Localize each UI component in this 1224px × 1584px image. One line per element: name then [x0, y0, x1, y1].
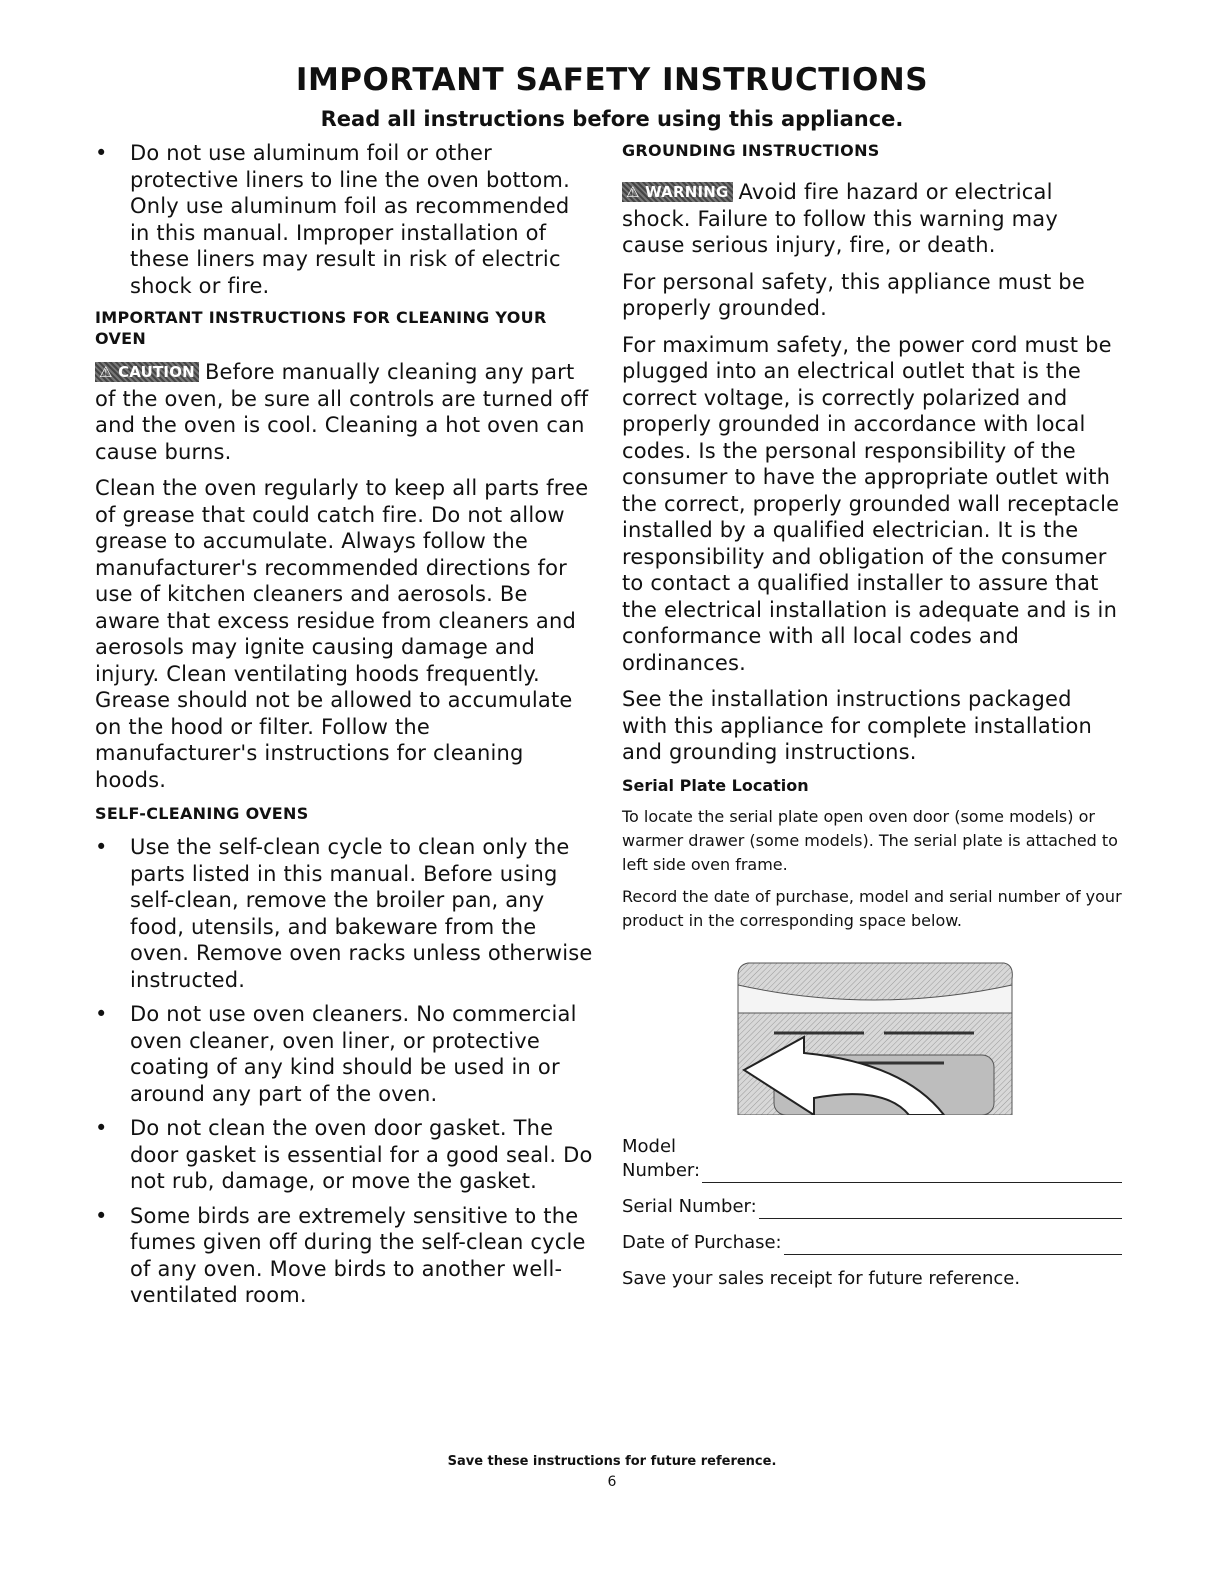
self-clean-heading: SELF-CLEANING OVENS	[95, 804, 309, 823]
date-of-purchase-field[interactable]	[622, 1231, 1122, 1255]
bullet-icon: •	[95, 1203, 108, 1228]
serial-number-label: Serial Number:	[622, 1195, 757, 1217]
date-of-purchase-label: Date of Purchase:	[622, 1231, 782, 1253]
warning-paragraph	[622, 179, 1122, 259]
oven-illustration-icon	[734, 955, 1014, 1115]
grounding-heading: GROUNDING INSTRUCTIONS	[622, 141, 880, 160]
warning-badge-icon: ⚠ WARNING	[622, 182, 733, 202]
serial-text-1: To locate the serial plate open oven door (some models) or warmer drawer (some models). The serial plate is attached to left side oven frame.	[622, 806, 1118, 874]
bullet-text: Do not clean the oven door gasket. The door gasket is essential for a good seal. Do not rub, damage, or move the gasket.	[130, 1116, 593, 1193]
grounding-para-2: For maximum safety, the power cord must be plugged into an electrical outlet that is the correct voltage, is correctly polarized and properly grounded in accordance with local codes. Is the personal responsibility of the consumer to have the appropriate outlet with the correct, properly grounded wall receptacle installed by a qualified electrician. It is the responsibility and obligation of the consumer to contact a qualified installer to assure that the electrical installation is adequate and is in conformance with all local codes and ordinances.	[622, 332, 1120, 675]
grounding-para-1: For personal safety, this appliance must be properly grounded.	[622, 269, 1085, 320]
caution-badge-icon: ⚠ CAUTION	[95, 362, 199, 382]
left-column	[95, 140, 595, 1317]
date-of-purchase-line[interactable]	[784, 1236, 1122, 1255]
warning-text: Avoid fire hazard or electrical shock. Failure to follow this warning may cause serious injury, fire, or death.	[622, 180, 1059, 257]
bullet-icon: •	[95, 835, 108, 859]
footer-note: Save these instructions for future reference.	[447, 1454, 777, 1469]
model-number-field[interactable]	[622, 1159, 1122, 1183]
model-number-line[interactable]	[702, 1164, 1122, 1183]
serial-plate-heading: Serial Plate Location	[622, 775, 809, 795]
bullet-icon: •	[95, 141, 108, 165]
clean-paragraph: Clean the oven regularly to keep all parts free of grease that could catch fire. Do not allow grease to accumulate. Always follow the manufacturer's recommended directions for use of kitchen cleaners and aerosols. Be aware that excess residue from cleaners and aerosols may ignite causing damage and injury. Clean ventilating hoods frequently. Grease should not be allowed to accumulate on the hood or filter. Follow the manufacturer's instructions for cleaning hoods.	[95, 476, 589, 792]
bullet-item	[95, 1203, 595, 1309]
caution-text: Before manually cleaning any part of the oven, be sure all controls are turned off and the oven is cool. Cleaning a hot oven can cause burns.	[95, 360, 589, 464]
serial-number-field[interactable]	[622, 1195, 1122, 1219]
page-subtitle: Read all instructions before using this appliance.	[320, 107, 904, 131]
bullet-text: Do not use oven cleaners. No commercial oven cleaner, oven liner, or protective coating of any kind should be used in or around any part of the oven.	[130, 1002, 577, 1106]
grounding-para-3: See the installation instructions packaged with this appliance for complete installation and grounding instructions.	[622, 687, 1093, 764]
oven-serial-plate-illustration	[734, 955, 1014, 1115]
bullet-item	[95, 1115, 595, 1195]
serial-number-line[interactable]	[759, 1200, 1122, 1219]
serial-text-2: Record the date of purchase, model and serial number of your product in the corresponding space below.	[622, 886, 1122, 930]
bullet-item	[95, 1001, 595, 1107]
bullet-icon: •	[95, 1116, 108, 1140]
bullet-text: Some birds are extremely sensitive to the fumes given off during the self-clean cycle of any oven. Move birds to another well-ventilated room.	[130, 1203, 586, 1307]
right-column	[622, 140, 1122, 1303]
bullet-text: Do not use aluminum foil or other protective liners to line the oven bottom. Only use aluminum foil as recommended in this manual. Improper installation of these liners may result in risk of electric shock or fire.	[130, 141, 570, 298]
receipt-note: Save your sales receipt for future reference.	[622, 1267, 1021, 1289]
bullet-icon: •	[95, 1002, 108, 1026]
model-number-label: Number:	[622, 1159, 701, 1181]
bullet-item	[95, 834, 595, 993]
caution-paragraph	[95, 359, 595, 465]
bullet-foil	[95, 140, 595, 299]
bullet-text: Use the self-clean cycle to clean only the parts listed in this manual. Before using self-clean, remove the broiler pan, any food, utensils, and bakeware from the oven. Remove oven racks unless otherwise instructed.	[130, 835, 593, 992]
page-number: 6	[607, 1474, 617, 1490]
model-label-line-1: Model	[622, 1135, 677, 1157]
cleaning-heading: IMPORTANT INSTRUCTIONS FOR CLEANING YOUR OVEN	[95, 308, 547, 348]
page-title: IMPORTANT SAFETY INSTRUCTIONS	[295, 62, 929, 98]
